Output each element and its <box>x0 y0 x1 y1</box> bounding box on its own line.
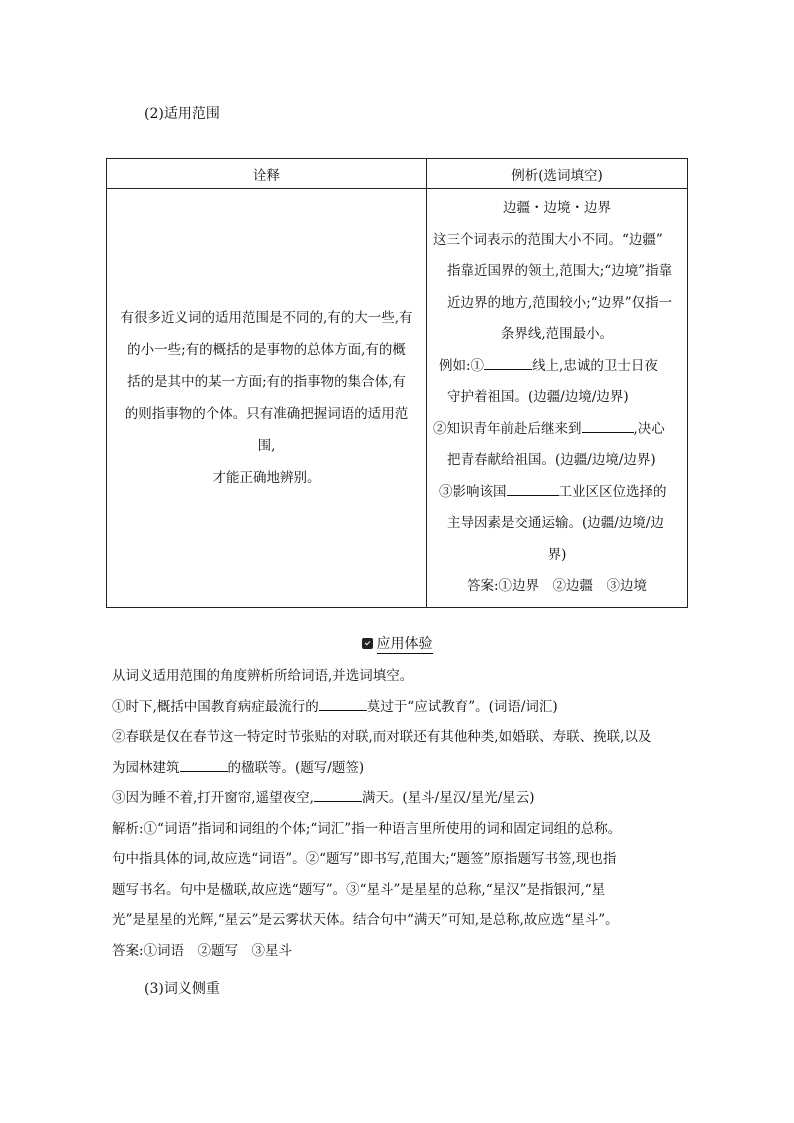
example-line: 指靠近国界的领土,范围大;“边境”指靠 <box>447 263 673 279</box>
explanation-line: 才能正确地辨别。 <box>212 469 321 486</box>
explanation-line: 的小一些;有的概括的是事物的总体方面,有的概 <box>127 341 406 358</box>
explanation-cell <box>107 189 427 608</box>
practice-intro: 从词义适用范围的角度辨析所给词语,并选词填空。 <box>112 668 414 684</box>
analysis-line: 句中指具体的词,故应选“词语”。②“题写”即书写,范围大;“题签”原指题写书签,现也指 <box>112 851 617 867</box>
header-explanation: 诠释 <box>107 159 427 189</box>
table-answer: 答案:①边界 ②边疆 ③边境 <box>466 578 648 594</box>
example-line: 主导因素是交通运输。(边疆/边境/边 <box>447 515 664 531</box>
fill-blank <box>582 420 634 433</box>
practice-title: 应用体验 <box>0 633 794 653</box>
question-2-line-1: ②春联是仅在春节这一特定时节张贴的对联,而对联还有其他种类,如婚联、寿联、挽联,以及 <box>112 729 652 745</box>
example-line: 近边界的地方,范围较小;“边界”仅指一 <box>447 294 673 311</box>
example-cell <box>427 189 688 608</box>
explanation-line: 括的是其中的某一方面;有的指事物的集合体,有 <box>127 373 406 390</box>
analysis-line: 题写书名。句中是楹联,故应选“题写”。③“星斗”是星星的总称,“星汉”是指银河,“星 <box>112 881 606 898</box>
example-item-1: 例如:① 线上,忠诚的卫士日夜 <box>439 357 658 374</box>
question-1: ①时下,概括中国教育病症最流行的 莫过于“应试教育”。(词语/词汇) <box>112 698 558 715</box>
explanation-line: 有很多近义词的适用范围是不同的,有的大一些,有 <box>120 309 413 326</box>
fill-blank <box>319 698 367 711</box>
analysis-line: 光”是星星的光辉,“星云”是云雾状天体。结合句中“满天”可知,是总称,故应选“星斗”。 <box>112 912 619 928</box>
analysis-line: 解析:①“词语”指词和词组的个体;“词汇”指一种语言里所使用的词和固定词组的总称。 <box>112 820 622 837</box>
table-header-row <box>107 159 688 189</box>
explanation-line: 的则指事物的个体。只有准确把握词语的适用范围, <box>124 405 409 454</box>
example-line: 条界线,范围最小。 <box>500 326 614 342</box>
question-2-line-2: 为园林建筑 的楹联等。(题写/题签) <box>112 759 365 776</box>
practice-answer: 答案:①词语 ②题写 ③星斗 <box>112 942 293 959</box>
check-note-icon <box>362 638 373 649</box>
example-line: 这三个词表示的范围大小不同。“边疆” <box>433 231 663 248</box>
practice-body <box>112 661 692 966</box>
fill-blank <box>314 789 362 802</box>
example-line: 把青春献给祖国。(边疆/边境/边界) <box>447 452 656 468</box>
next-section-heading: (3)词义侧重 <box>144 981 220 997</box>
example-item-3: ③影响该国 工业区区位选择的 <box>439 483 667 500</box>
header-examples: 例析(选词填空) <box>427 159 688 189</box>
question-3: ③因为睡不着,打开窗帘,遥望夜空, 满天。(星斗/星汉/星光/星云) <box>112 790 535 806</box>
word-group-title: 边疆・边境・边界 <box>503 200 611 216</box>
example-line: 守护着祖国。(边疆/边境/边界) <box>447 389 629 405</box>
table-body-row <box>107 189 688 608</box>
fill-blank <box>484 357 532 370</box>
section-heading-scope: (2)适用范围 <box>144 106 220 122</box>
example-item-2: ②知识青年前赴后继来到 ,决心 <box>433 420 665 437</box>
example-line: 界) <box>547 546 567 563</box>
fill-blank <box>507 483 559 496</box>
explanation-table <box>106 158 688 608</box>
fill-blank <box>180 759 228 772</box>
